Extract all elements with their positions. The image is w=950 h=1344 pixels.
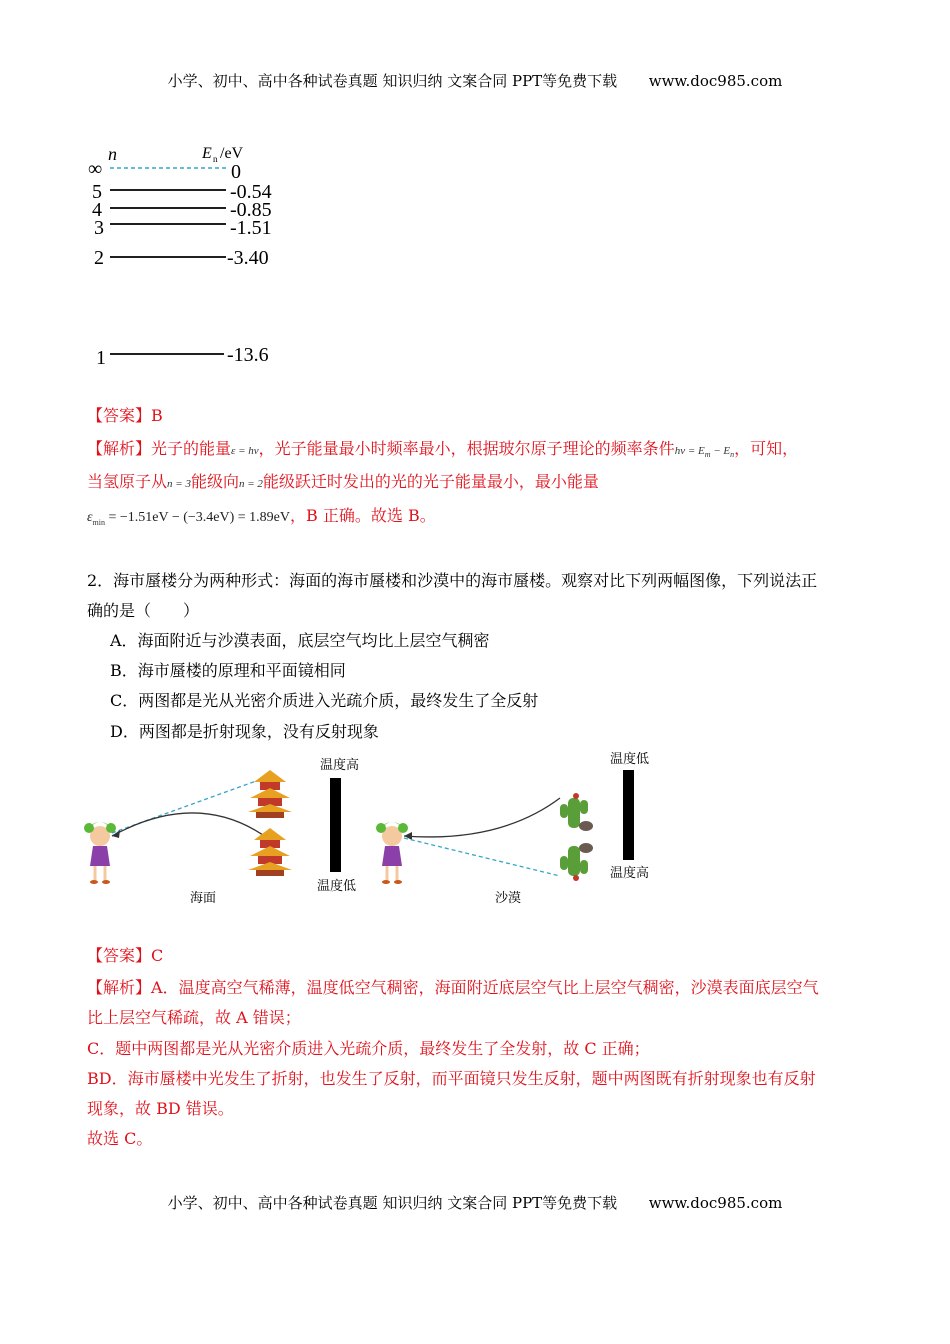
q1-analysis-tag: 【解析】 (87, 439, 152, 458)
level-e-4: -0.85 (230, 199, 272, 221)
q1-analysis-line-1 (87, 439, 798, 465)
q1-a3: ，可知， (734, 439, 799, 458)
q1-epsilon: ε (87, 510, 93, 525)
desert-diagram (376, 751, 649, 905)
desert-virtual-ray (404, 838, 560, 876)
girl-icon (376, 822, 408, 884)
cactus-image-icon (560, 843, 593, 881)
energy-axis-sub: n (213, 154, 218, 164)
q1-formula-n2: n = 2 (238, 478, 263, 490)
q2-answer-tag: 【答案】 (87, 946, 152, 965)
q2-analysis-line-4: BD．海市蜃楼中光发生了折射，也发生了反射，而平面镜只发生反射，题中两图既有折射现象也有反射 (87, 1069, 816, 1088)
sea-real-ray (112, 813, 270, 840)
q2-option-d: D．两图都是折射现象，没有反射现象 (110, 722, 379, 741)
footer-site: www.doc985.com (648, 1194, 783, 1212)
level-n-1: 1 (96, 347, 106, 369)
level-e-3: -1.51 (230, 217, 272, 239)
q1-analysis-line-2 (87, 472, 599, 494)
level-n-5: 5 (92, 181, 102, 203)
q2-analysis-line-2: 比上层空气稀疏，故 A 错误； (87, 1008, 301, 1027)
desert-caption: 沙漠 (495, 890, 522, 905)
q1-b2: 能级向 (190, 472, 239, 491)
q2-analysis-tag: 【解析】 (87, 978, 152, 997)
page-header (0, 70, 950, 91)
sea-temp-bottom-label: 温度低 (317, 878, 357, 893)
sea-temperature-bar (330, 778, 341, 872)
level-e-inf: 0 (231, 161, 241, 183)
q2-stem-line-1: 2．海市蜃楼分为两种形式：海面的海市蜃楼和沙漠中的海市蜃楼。观察对比下列两幅图像，下列说法正 (87, 571, 818, 590)
level-e-2: -3.40 (227, 247, 269, 269)
q2-option-a: A．海面附近与沙漠表面，底层空气均比上层空气稠密 (110, 631, 490, 650)
q1-b1: 当氢原子从 (87, 472, 168, 491)
page-footer (0, 1192, 950, 1213)
level-n-3: 3 (94, 217, 104, 239)
energy-axis-label: E (202, 145, 212, 162)
q1-a2: ，光子能量最小时频率最小，根据玻尔原子理论的频率条件 (258, 439, 675, 458)
level-n-inf: ∞ (88, 158, 103, 180)
cactus-object-icon (560, 793, 593, 831)
q1-formula-minus: − E (710, 445, 731, 457)
q1-answer-value: B (151, 406, 163, 425)
n-axis-label: n (108, 144, 117, 164)
q1-answer (87, 406, 163, 426)
energy-axis-unit: /eV (220, 145, 244, 162)
desert-temperature-bar (623, 770, 634, 860)
q1-formula-sub-n: n (730, 450, 735, 460)
footer-text: 小学、初中、高中各种试卷真题 知识归纳 文案合同 PPT等免费下载 (167, 1194, 618, 1212)
girl-icon (84, 822, 116, 884)
sea-diagram (84, 757, 359, 905)
level-e-1: -13.6 (227, 344, 269, 366)
q1-formula-photon-energy: ε = hν (231, 445, 259, 457)
q1-formula-n3: n = 3 (167, 478, 191, 490)
q2-stem-line-2: 确的是（ ） (87, 601, 200, 620)
q1-formula-frequency: hν = E (674, 445, 705, 457)
q2-answer-value: C (151, 946, 164, 965)
level-n-2: 2 (94, 247, 104, 269)
q2-analysis-line-5: 现象，故 BD 错误。 (87, 1099, 234, 1118)
header-text: 小学、初中、高中各种试卷真题 知识归纳 文案合同 PPT等免费下载 (167, 72, 618, 90)
q1-analysis-line-3 (87, 506, 436, 533)
mirage-figure (80, 748, 680, 913)
q1-a1: 光子的能量 (151, 439, 232, 458)
desert-temp-top-label: 温度低 (610, 751, 650, 766)
q1-b3: 能级跃迁时发出的光的光子能量最小，最小能量 (262, 472, 599, 491)
q2-option-b: B．海市蜃楼的原理和平面镜相同 (110, 661, 346, 680)
q2-analysis-line-6: 故选 C。 (87, 1129, 153, 1148)
q1-formula-sub-m: m (704, 450, 711, 460)
energy-level-diagram (80, 138, 300, 370)
q2-option-c: C．两图都是光从光密介质进入光疏介质，最终发生了全反射 (110, 691, 539, 710)
q2-answer (87, 946, 163, 966)
q1-min-energy-formula: = −1.51eV − (−3.4eV) = 1.89eV (104, 510, 291, 525)
pagoda-object-icon (248, 828, 292, 876)
desert-real-ray (404, 798, 560, 837)
header-site: www.doc985.com (648, 72, 783, 90)
q1-answer-tag: 【答案】 (87, 406, 152, 425)
pagoda-image-icon (248, 770, 292, 818)
q2-analysis-line-1 (87, 978, 819, 998)
sea-temp-top-label: 温度高 (320, 757, 360, 772)
q2-analysis-text-1: A．温度高空气稀薄，温度低空气稠密，海面附近底层空气比上层空气稠密，沙漠表面底层空气 (151, 978, 819, 997)
level-n-4: 4 (92, 199, 102, 221)
q2-analysis-line-3: C．题中两图都是光从光密介质进入光疏介质，最终发生了全发射，故 C 正确； (87, 1039, 650, 1058)
sea-caption: 海面 (190, 890, 217, 905)
desert-temp-bottom-label: 温度高 (610, 865, 650, 880)
level-e-5: -0.54 (230, 181, 272, 203)
q1-conclusion: ，B 正确。故选 B。 (290, 506, 436, 525)
q1-epsilon-sub: min (92, 518, 105, 528)
